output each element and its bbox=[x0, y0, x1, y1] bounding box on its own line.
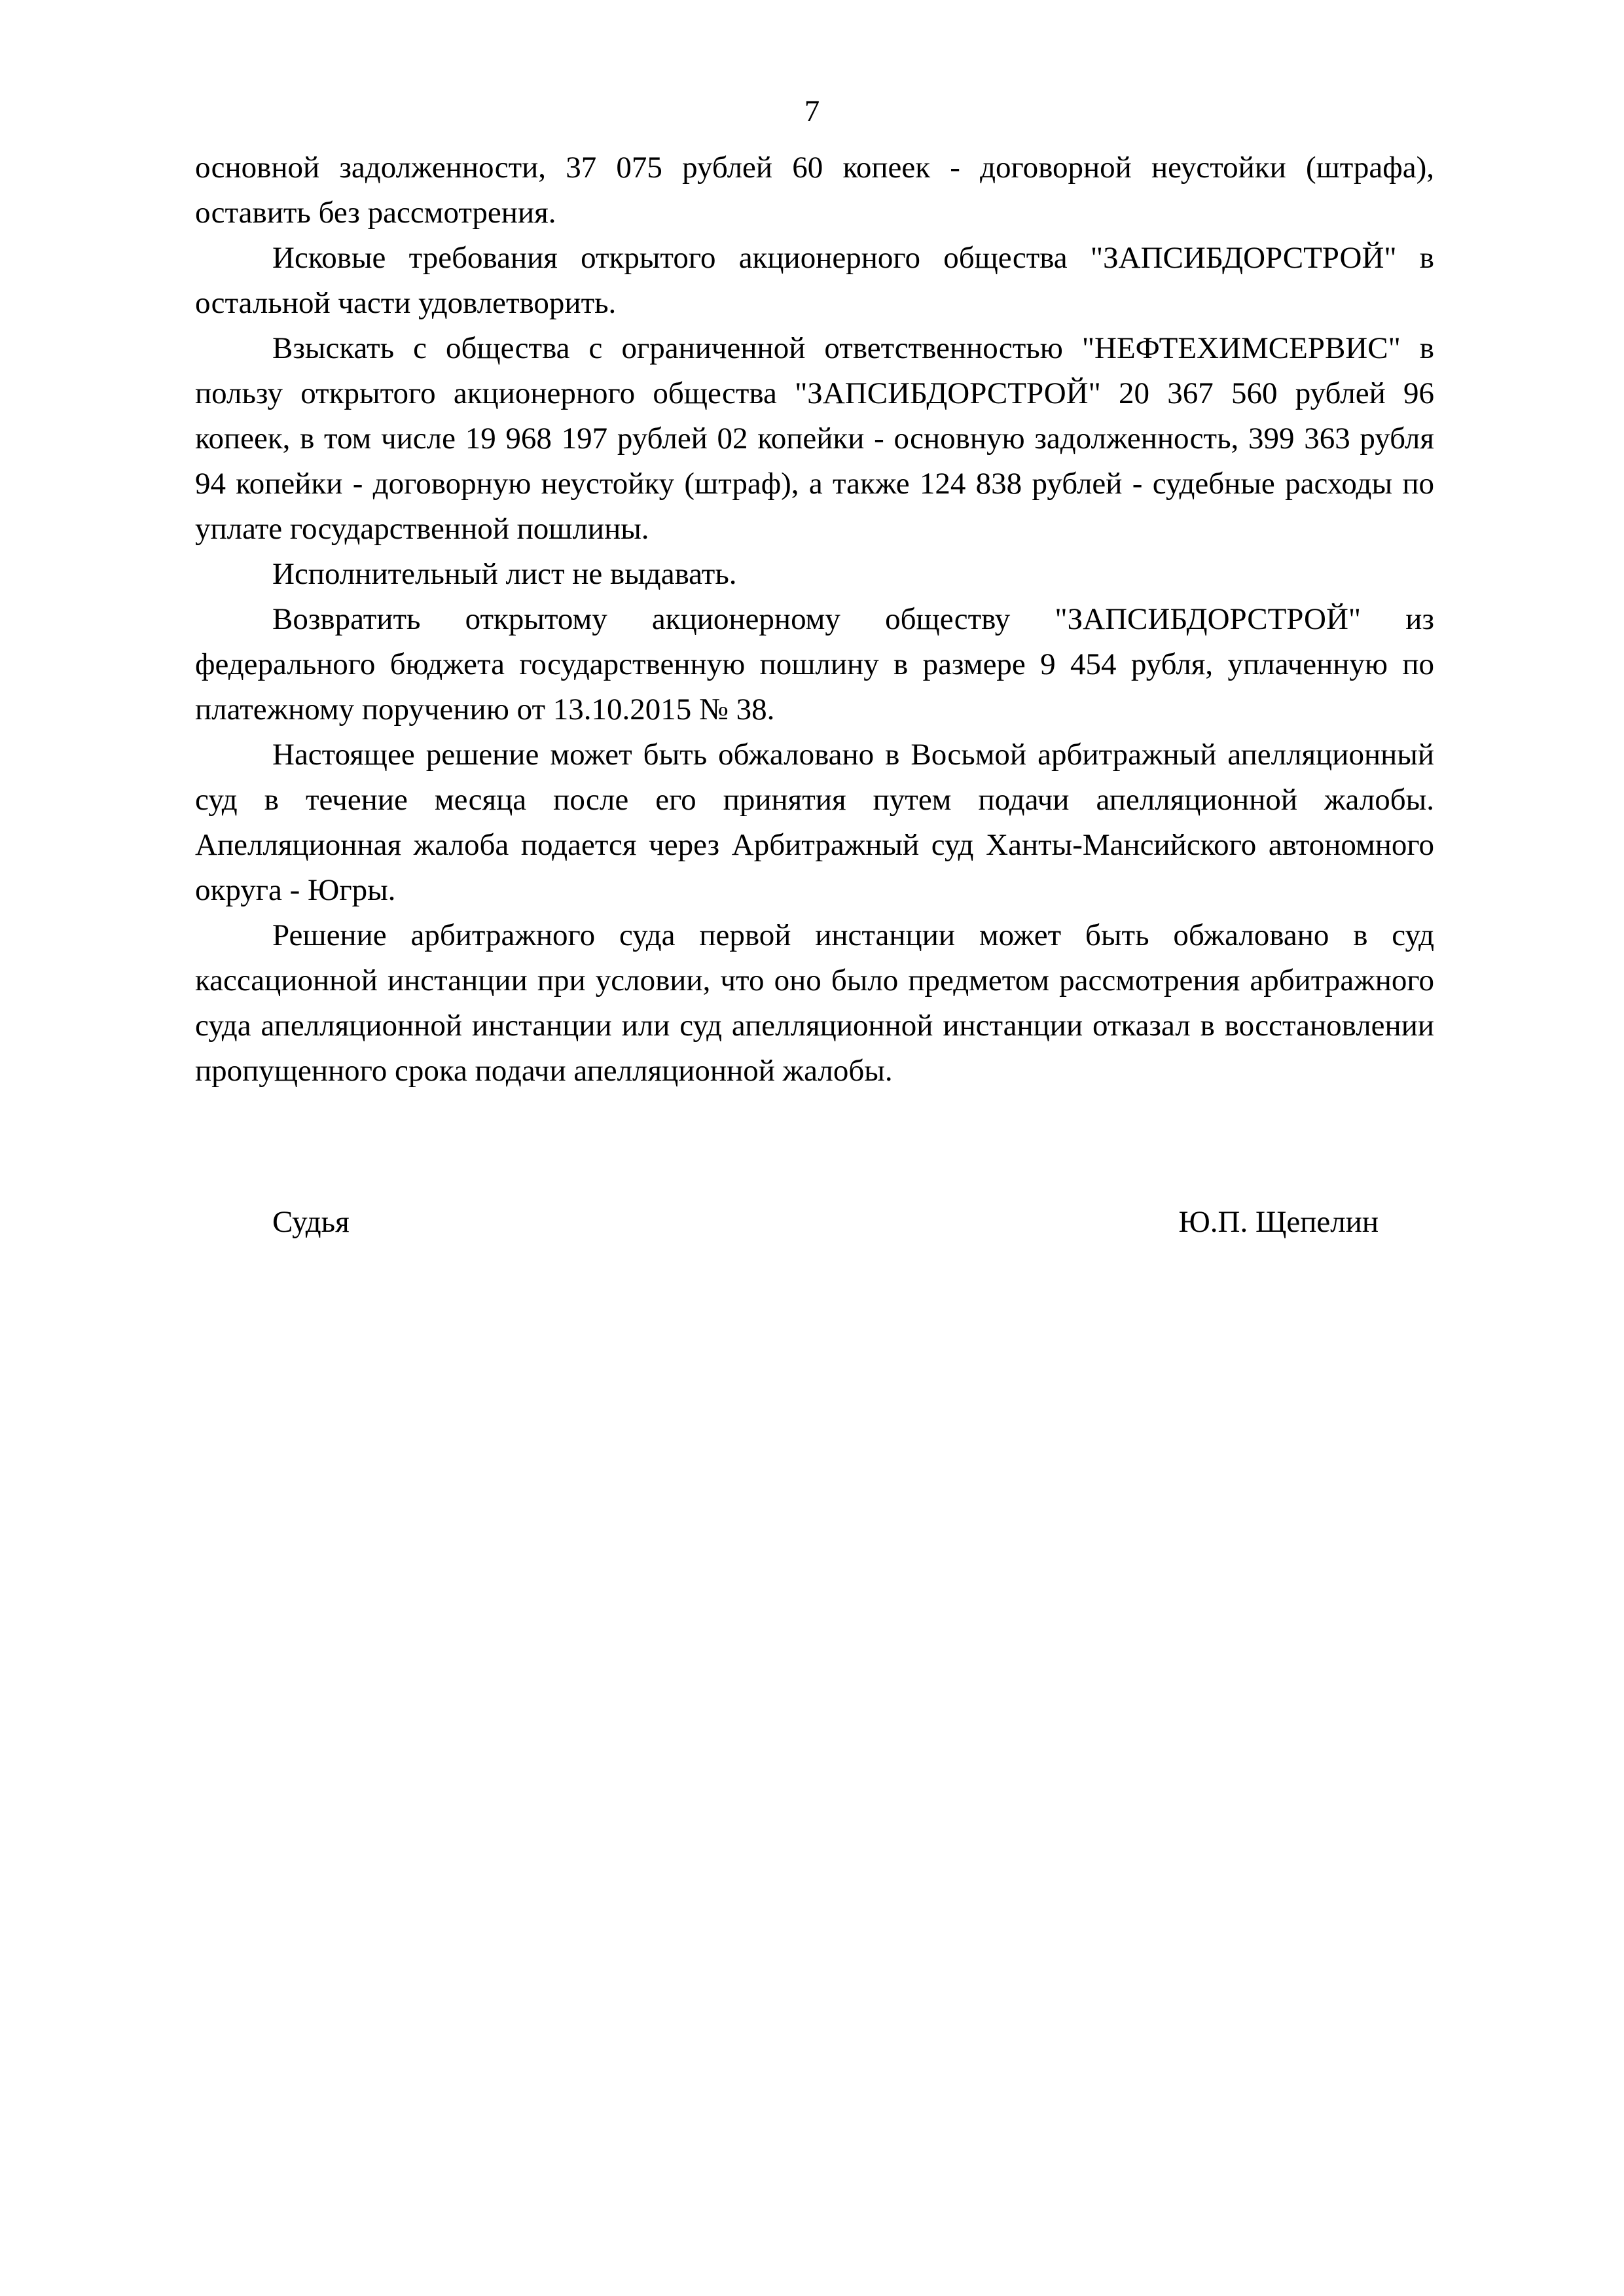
document-body bbox=[195, 145, 1434, 1094]
paragraph-fee-refund: Возвратить открытому акционерному обществу "ЗАПСИБДОРСТРОЙ" из федерального бюджета государственную пошлину в размере 9 454 рубля, уплаченную по платежному поручению от 13.10.2015 № 38. bbox=[195, 602, 1434, 726]
paragraph-appeal: Настоящее решение может быть обжаловано в Восьмой арбитражный апелляционный суд в течение месяца после его принятия путем подачи апелляционной жалобы. Апелляционная жалоба подается через Арбитражный суд Ханты-Мансийского автономного округа - Югры. bbox=[195, 738, 1434, 907]
paragraph-continuation: основной задолженности, 37 075 рублей 60 копеек - договорной неустойки (штрафа), оставить без рассмотрения. bbox=[195, 151, 1434, 230]
signature-role: Судья bbox=[272, 1205, 350, 1239]
paragraph-claims-satisfied: Исковые требования открытого акционерного общества "ЗАПСИБДОРСТРОЙ" в остальной части удовлетворить. bbox=[195, 241, 1434, 320]
paragraph-recovery: Взыскать с общества с ограниченной ответственностью "НЕФТЕХИМСЕРВИС" в пользу открытого акционерного общества "ЗАПСИБДОРСТРОЙ" 20 367 560 рублей 96 копеек, в том числе 19 968 197 рублей 02 копейки - основную задолженность, 399 363 рубля 94 копейки - договорную неустойку (штраф), а также 124 838 рублей - судебные расходы по уплате государственной пошлины. bbox=[195, 331, 1434, 546]
signature-name: Ю.П. Щепелин bbox=[1178, 1205, 1379, 1239]
paragraph-writ-of-execution: Исполнительный лист не выдавать. bbox=[272, 557, 737, 591]
page-number: 7 bbox=[804, 94, 820, 128]
paragraph-cassation: Решение арбитражного суда первой инстанции может быть обжаловано в суд кассационной инстанции при условии, что оно было предметом рассмотрения арбитражного суда апелляционной инстанции или суд апелляционной инстанции отказал в восстановлении пропущенного срока подачи апелляционной жалобы. bbox=[195, 918, 1434, 1088]
signature-block bbox=[272, 1200, 1379, 1245]
